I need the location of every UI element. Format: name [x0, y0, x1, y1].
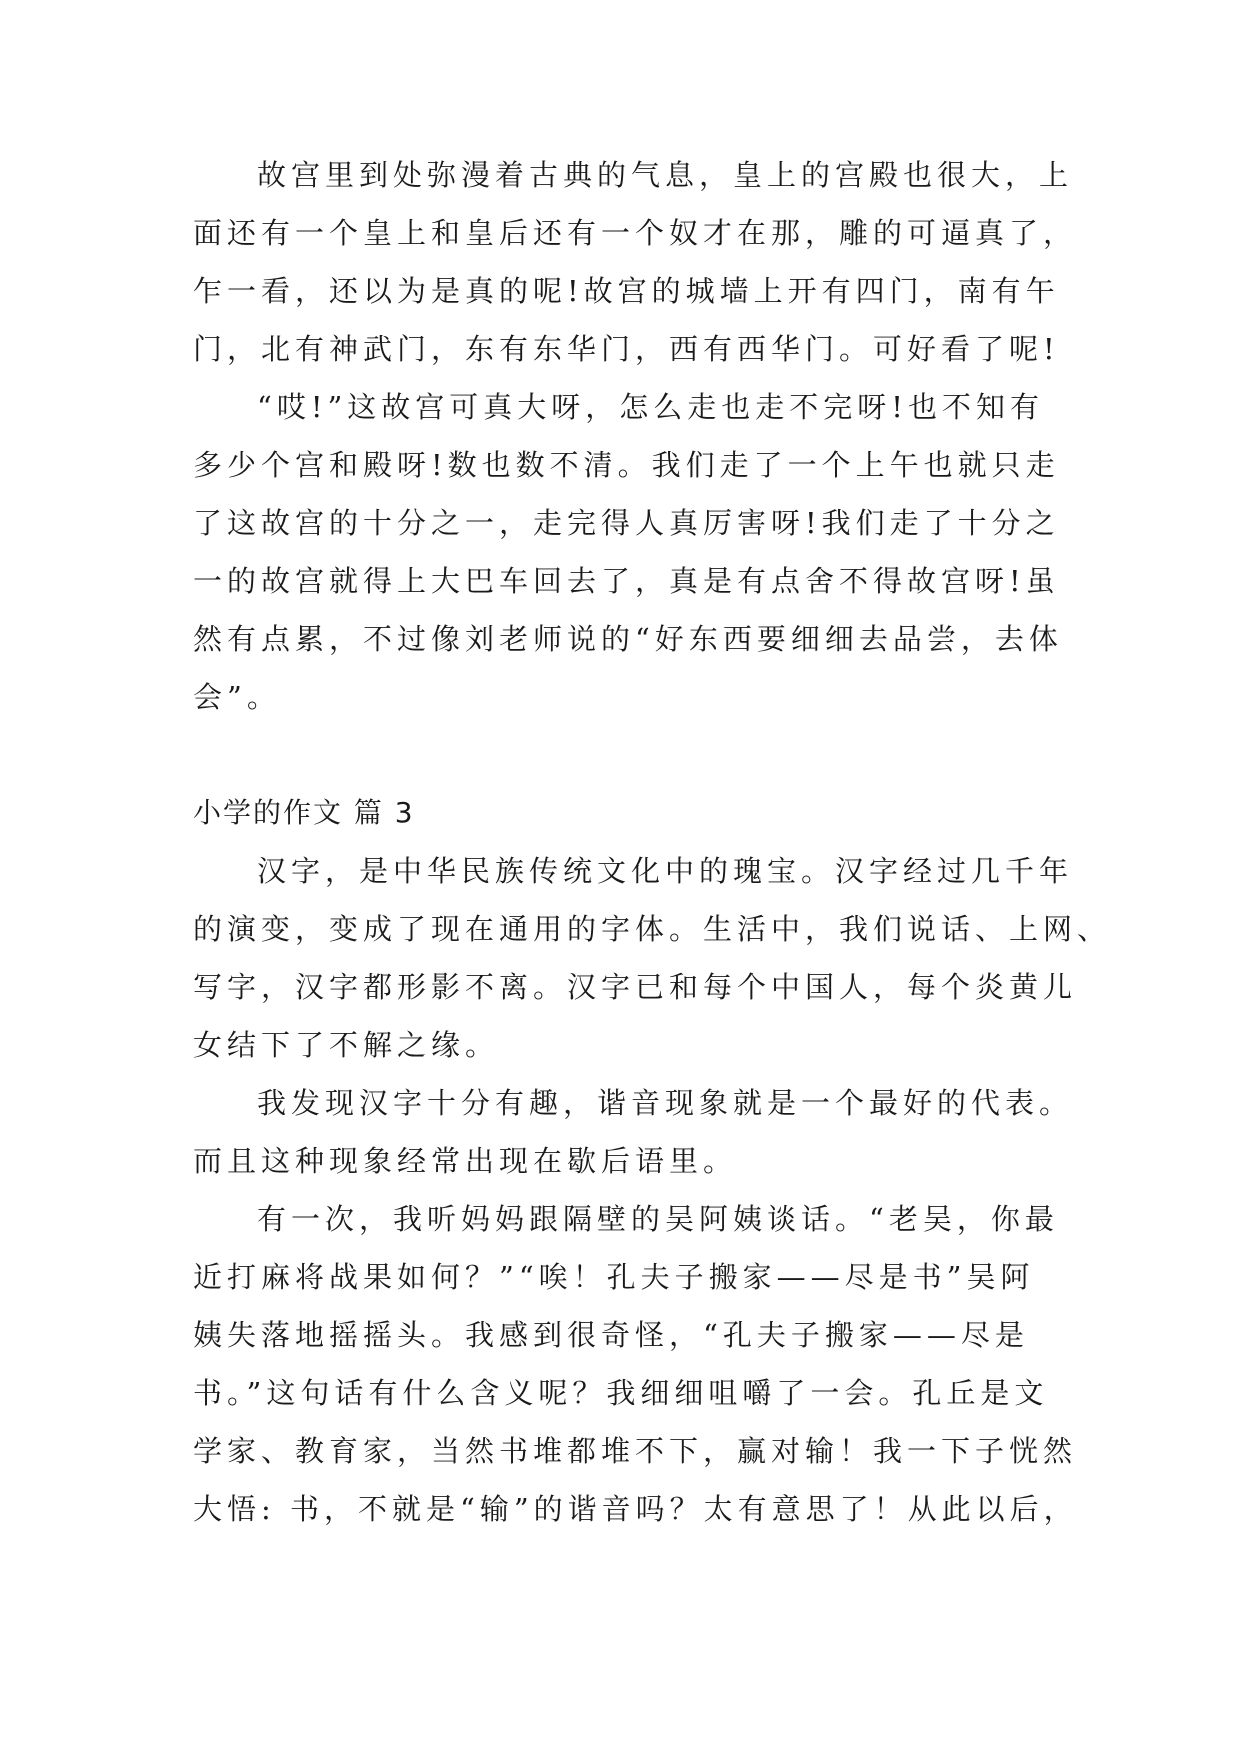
paragraph — [193, 842, 1112, 1074]
text-line: 写字，汉字都形影不离。汉字已和每个中国人，每个炎黄儿 — [193, 970, 1078, 1004]
text-line: 女结下了不解之缘。 — [193, 1028, 500, 1062]
text-line: 近打麻将战果如何？”“唉！孔夫子搬家——尽是书”吴阿 — [193, 1260, 1035, 1294]
text-line: 学家、教育家，当然书堆都堆不下，赢对输！我一下子恍然 — [193, 1434, 1078, 1468]
text-line: 了这故宫的十分之一，走完得人真厉害呀!我们走了十分之 — [193, 506, 1060, 540]
paragraph — [193, 378, 1063, 726]
text-line: 而且这种现象经常出现在歇后语里。 — [193, 1144, 738, 1178]
text-line: 的演变，变成了现在通用的字体。生活中，我们说话、上网、 — [193, 912, 1112, 946]
text-line: 书。”这句话有什么含义呢？我细细咀嚼了一会。孔丘是文 — [193, 1376, 1049, 1410]
paragraph — [193, 146, 1078, 378]
document-body — [193, 146, 1112, 1538]
paragraph — [193, 1074, 1074, 1190]
section-heading: 小学的作文 篇 3 — [193, 796, 415, 829]
text-line: 门，北有神武门，东有东华门，西有西华门。可好看了呢! — [193, 332, 1060, 366]
text-line: 然有点累，不过像刘老师说的“好东西要细细去品尝，去体 — [193, 622, 1063, 656]
text-line: 会”。 — [193, 680, 281, 714]
text-line: 面还有一个皇上和皇后还有一个奴才在那，雕的可逼真了， — [193, 216, 1078, 250]
text-line: 故宫里到处弥漫着古典的气息，皇上的宫殿也很大，上 — [257, 158, 1074, 192]
text-line: 有一次，我听妈妈跟隔壁的吴阿姨谈话。“老吴，你最 — [257, 1202, 1059, 1236]
text-line: “哎!”这故宫可真大呀，怎么走也走不完呀!也不知有 — [257, 390, 1044, 424]
text-line: 乍一看，还以为是真的呢!故宫的城墙上开有四门，南有午 — [193, 274, 1060, 308]
text-line: 大悟: 书，不就是“输”的谐音吗？太有意思了！从此以后， — [193, 1492, 1078, 1526]
text-line: 姨失落地摇摇头。我感到很奇怪，“孔夫子搬家——尽是 — [193, 1318, 1029, 1352]
text-line: 一的故宫就得上大巴车回去了，真是有点舍不得故宫呀!虽 — [193, 564, 1060, 598]
text-line: 我发现汉字十分有趣，谐音现象就是一个最好的代表。 — [257, 1086, 1074, 1120]
text-line: 汉字，是中华民族传统文化中的瑰宝。汉字经过几千年 — [257, 854, 1074, 888]
paragraph — [193, 1190, 1078, 1538]
text-line: 多少个宫和殿呀!数也数不清。我们走了一个上午也就只走 — [193, 448, 1060, 482]
